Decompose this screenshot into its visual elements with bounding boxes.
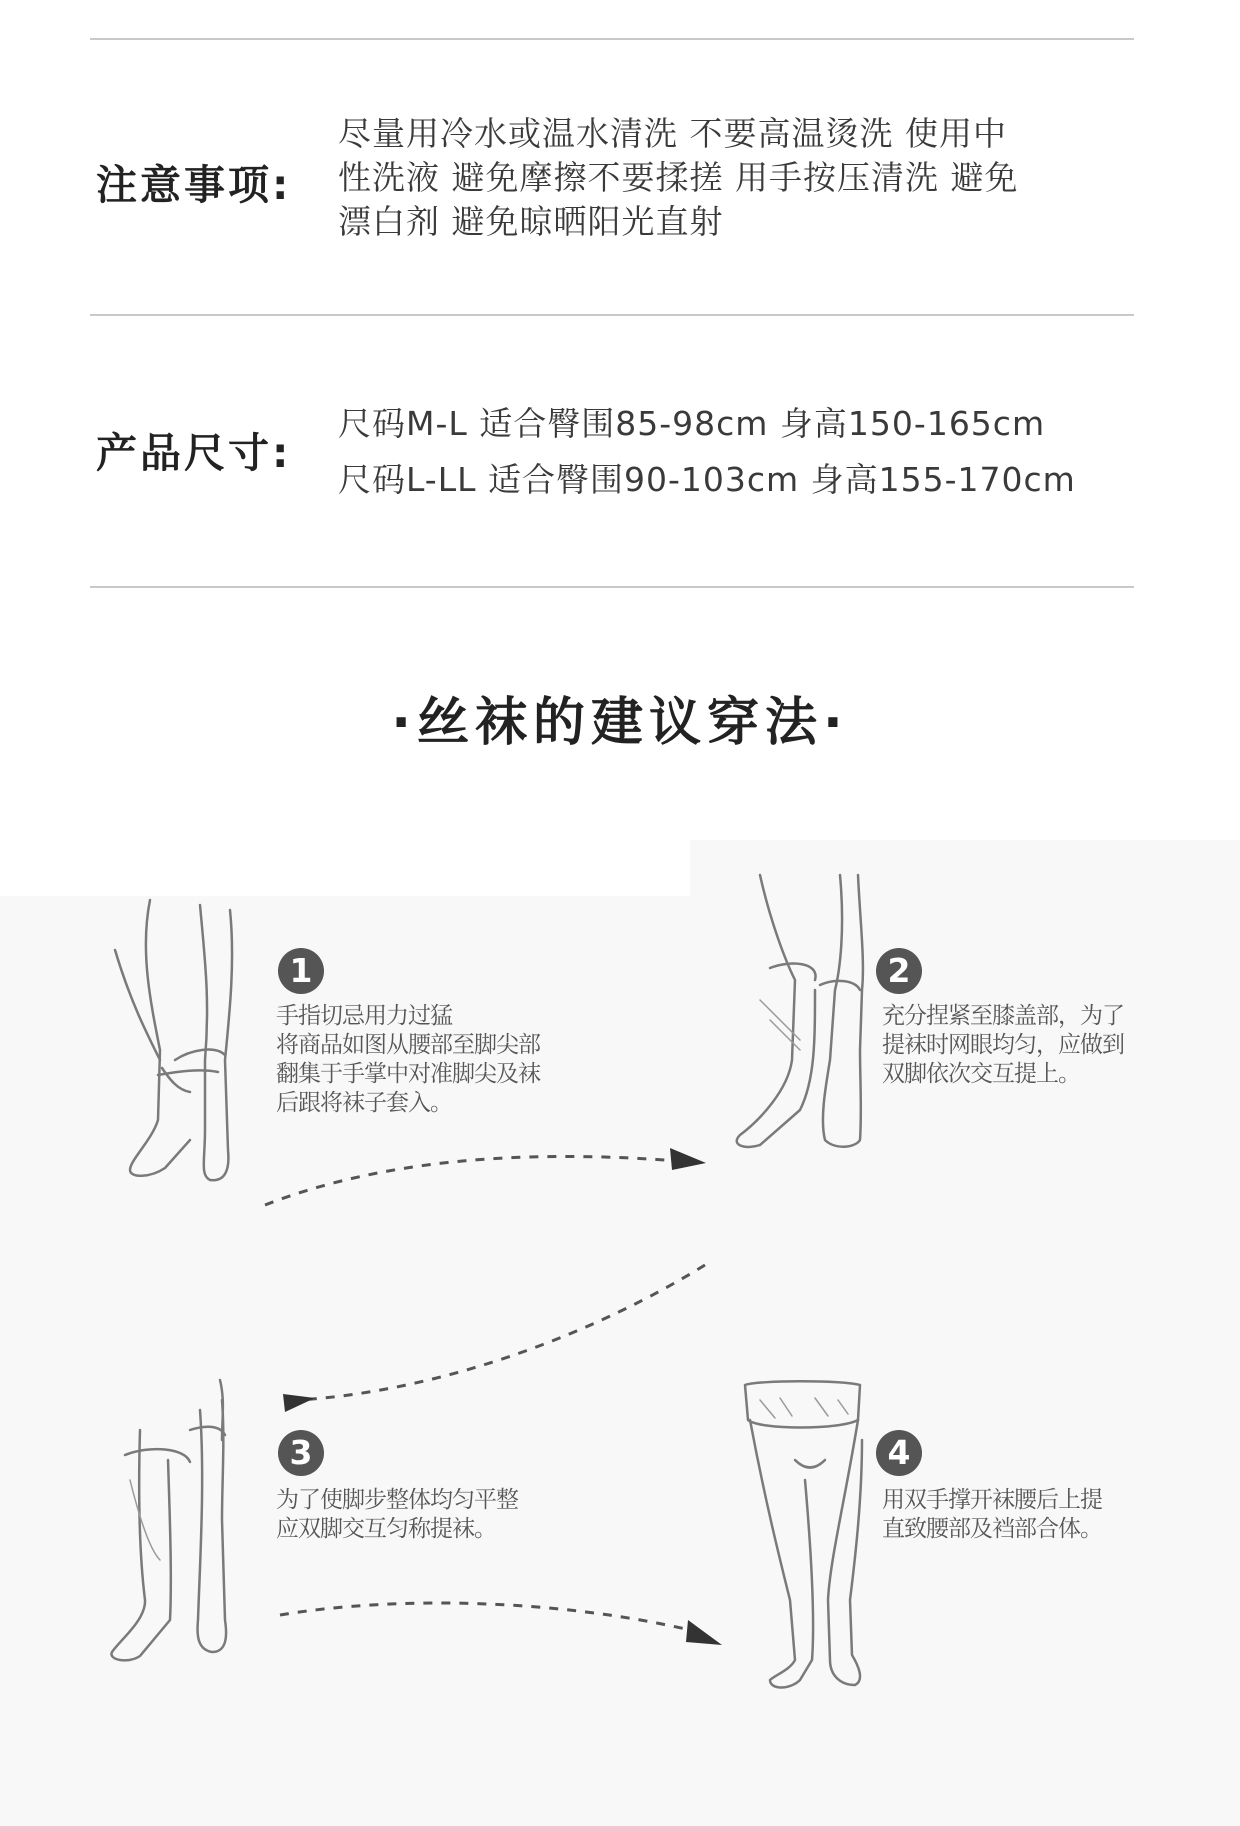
figure-step-4 <box>745 1381 862 1687</box>
step-3-badge: 3 <box>278 1430 324 1476</box>
size-label: 产品尺寸: <box>96 429 292 477</box>
step-1-text: 手指切忌用力过猛 将商品如图从腰部至脚尖部 翻集于手掌中对准脚尖及袜 后跟将袜子套入。 <box>276 1003 540 1116</box>
step-1-badge: 1 <box>278 948 324 994</box>
step-4-text: 用双手撑开袜腰后上提 直致腰部及裆部合体。 <box>882 1487 1102 1542</box>
care-line-2: 性洗液 避免摩擦不要揉搓 用手按压清洗 避免 <box>338 158 1019 197</box>
size-line-2: 尺码L-LL 适合臀围90-103cm 身高155-170cm <box>338 460 1076 499</box>
step-4-badge: 4 <box>876 1430 922 1476</box>
size-line-1: 尺码M-L 适合臀围85-98cm 身高150-165cm <box>338 404 1046 443</box>
figure-step-1 <box>115 900 232 1180</box>
figure-step-2 <box>737 875 863 1147</box>
bottom-accent-bar <box>0 1826 1240 1832</box>
care-label: 注意事项: <box>96 161 292 209</box>
guide-title: ·丝袜的建议穿法· <box>391 693 849 753</box>
step-2-badge: 2 <box>876 948 922 994</box>
figure-step-3 <box>111 1380 226 1660</box>
step-3-text: 为了使脚步整体均匀平整 应双脚交互匀称提袜。 <box>276 1487 518 1542</box>
care-line-1: 尽量用冷水或温水清洗 不要高温烫洗 使用中 <box>338 114 1007 153</box>
step-2-text: 充分捏紧至膝盖部，为了 提袜时网眼均匀，应做到 双脚依次交互提上。 <box>882 1003 1124 1087</box>
care-line-3: 漂白剂 避免晾晒阳光直射 <box>338 202 724 241</box>
